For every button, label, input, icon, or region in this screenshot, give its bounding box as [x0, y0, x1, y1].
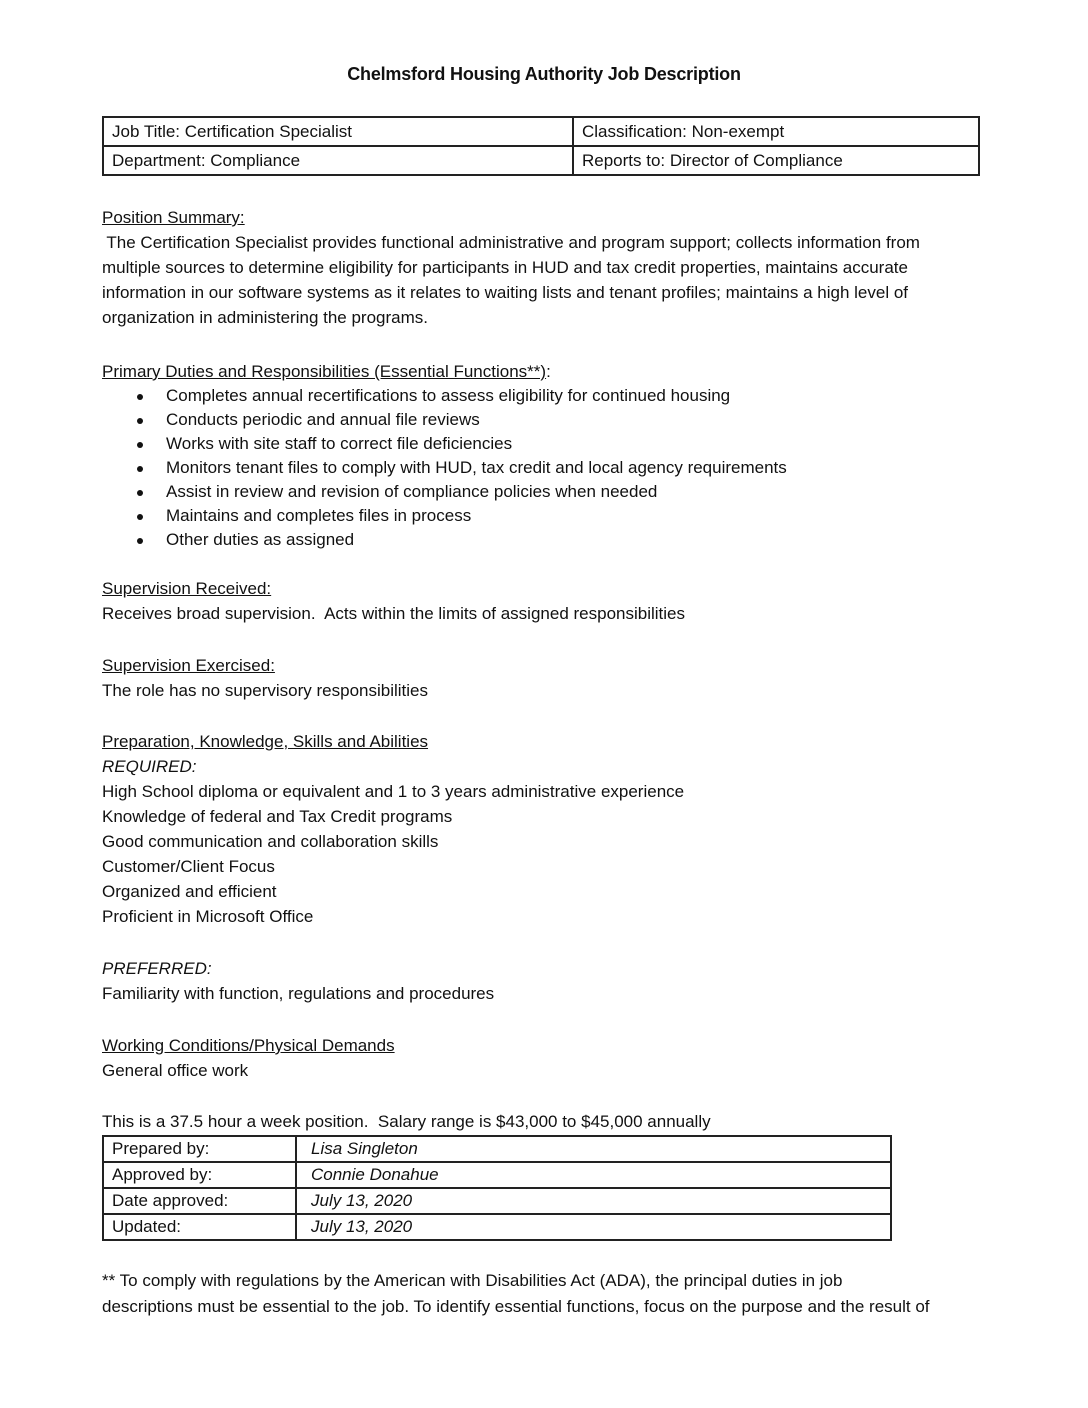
list-item: Works with site staff to correct file deficiencies [102, 432, 992, 456]
position-summary-heading: Position Summary: [102, 208, 245, 227]
preferred-label: PREFERRED: [102, 959, 212, 978]
summary-line: information in our software systems as it relates to waiting lists and tenant profiles; maintains a high level of [102, 283, 908, 302]
table-row [103, 1214, 891, 1240]
footnote-line: descriptions must be essential to the job. To identify essential functions, focus on the purpose and the result of [102, 1297, 930, 1316]
list-item: Conducts periodic and annual file reviews [102, 408, 992, 432]
list-item: Other duties as assigned [102, 528, 992, 552]
list-item: Maintains and completes files in process [102, 504, 992, 528]
updated-value: July 13, 2020 [296, 1214, 891, 1240]
ada-footnote [102, 1268, 992, 1320]
supervision-exercised-text: The role has no supervisory responsibilities [102, 681, 428, 700]
list-item: Assist in review and revision of compliance policies when needed [102, 480, 992, 504]
required-item: Customer/Client Focus [102, 857, 275, 876]
prepared-by-value: Lisa Singleton [296, 1136, 891, 1162]
required-item: Good communication and collaboration skills [102, 832, 439, 851]
supervision-exercised-section [102, 653, 992, 703]
reports-to-cell: Reports to: Director of Compliance [573, 146, 979, 175]
job-info-table [102, 116, 980, 176]
required-item: Organized and efficient [102, 882, 277, 901]
summary-line: The Certification Specialist provides functional administrative and program support; collects information from [102, 233, 920, 252]
duties-section [102, 359, 992, 552]
prepared-by-label: Prepared by: [103, 1136, 296, 1162]
duties-heading-colon: : [546, 362, 551, 381]
summary-line: multiple sources to determine eligibility for participants in HUD and tax credit properties, maintains accurate [102, 258, 908, 277]
date-approved-label: Date approved: [103, 1188, 296, 1214]
table-row [103, 146, 979, 175]
spacer [102, 929, 992, 956]
supervision-exercised-heading: Supervision Exercised: [102, 656, 275, 675]
working-conditions-section [102, 1033, 992, 1083]
duties-heading: Primary Duties and Responsibilities (Essential Functions**) [102, 362, 547, 381]
required-item: Proficient in Microsoft Office [102, 907, 314, 926]
table-row [103, 1136, 891, 1162]
approved-by-value: Connie Donahue [296, 1162, 891, 1188]
duties-heading-line [102, 359, 992, 384]
duties-list [102, 384, 992, 552]
approved-by-label: Approved by: [103, 1162, 296, 1188]
classification-cell: Classification: Non-exempt [573, 117, 979, 146]
table-row [103, 117, 979, 146]
preparation-heading: Preparation, Knowledge, Skills and Abilities [102, 732, 429, 751]
document-title: Chelmsford Housing Authority Job Description [347, 64, 741, 84]
hours-salary-text: This is a 37.5 hour a week position. Salary range is $43,000 to $45,000 annually [102, 1112, 711, 1131]
supervision-received-section [102, 576, 992, 626]
job-title-cell: Job Title: Certification Specialist [103, 117, 573, 146]
supervision-received-heading: Supervision Received: [102, 579, 272, 598]
required-label: REQUIRED: [102, 757, 197, 776]
working-conditions-heading: Working Conditions/Physical Demands [102, 1036, 395, 1055]
date-approved-value: July 13, 2020 [296, 1188, 891, 1214]
table-row [103, 1188, 891, 1214]
summary-line: organization in administering the programs. [102, 308, 429, 327]
working-conditions-text: General office work [102, 1061, 249, 1080]
table-row [103, 1162, 891, 1188]
updated-label: Updated: [103, 1214, 296, 1240]
approval-table [102, 1135, 892, 1241]
department-cell: Department: Compliance [103, 146, 573, 175]
supervision-received-text: Receives broad supervision. Acts within the limits of assigned responsibilities [102, 604, 685, 623]
preferred-item: Familiarity with function, regulations and procedures [102, 984, 495, 1003]
list-item: Completes annual recertifications to assess eligibility for continued housing [102, 384, 992, 408]
required-item: High School diploma or equivalent and 1 to 3 years administrative experience [102, 782, 685, 801]
list-item: Monitors tenant files to comply with HUD, tax credit and local agency requirements [102, 456, 992, 480]
required-item: Knowledge of federal and Tax Credit programs [102, 807, 453, 826]
footnote-line: ** To comply with regulations by the American with Disabilities Act (ADA), the principal duties in job [102, 1271, 843, 1290]
preparation-section [102, 729, 992, 1006]
position-summary-section [102, 205, 992, 330]
